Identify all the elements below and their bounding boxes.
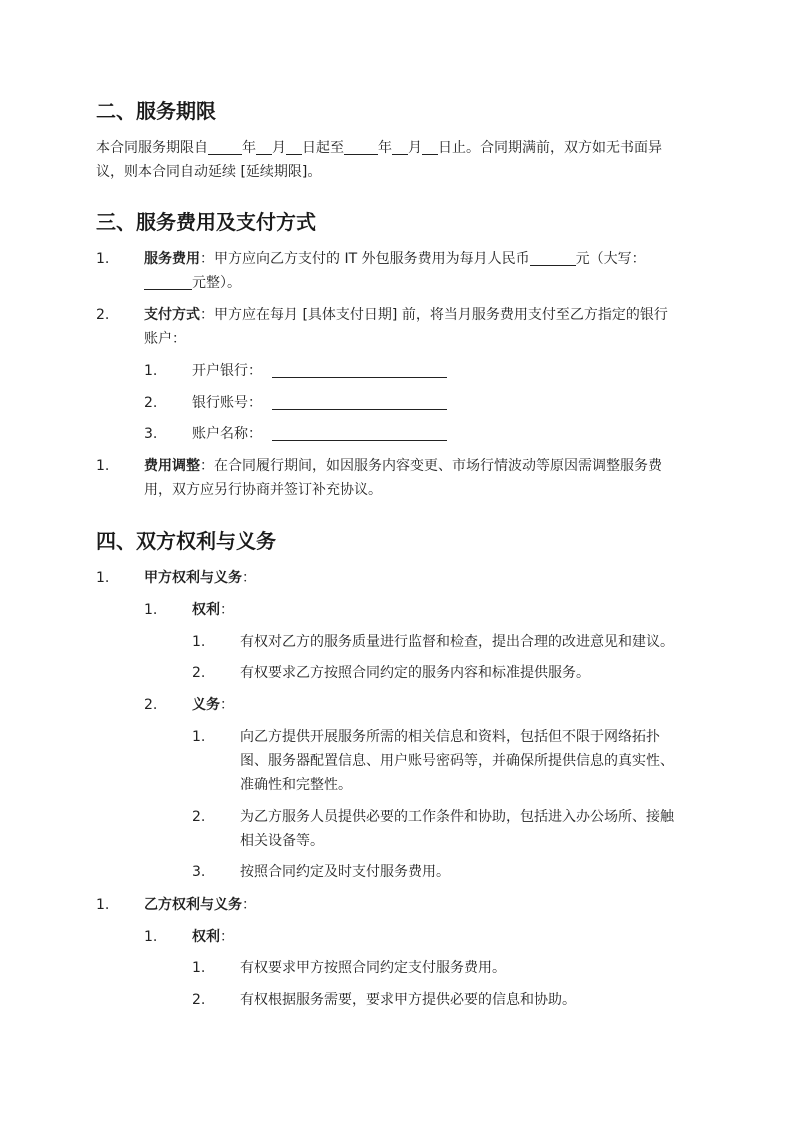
section-heading-fees-payment: 三、服务费用及支付方式 — [96, 210, 316, 234]
bank-name-fill-line — [272, 361, 447, 378]
bank-account-label: 银行账号： — [192, 395, 262, 411]
party-a-duty-1 — [240, 725, 710, 797]
party-b-rights-colon: ： — [220, 929, 234, 945]
sub-list-number: 1. — [144, 363, 158, 379]
party-a-duty-3: 按照合同约定及时支付服务费用。 — [240, 864, 450, 880]
party-a-heading — [144, 566, 256, 590]
bank-account-fill-line — [272, 393, 447, 410]
party-a-duties-heading — [192, 693, 234, 717]
party-a-duty-1-line-2: 图、服务器配置信息、用户账号密码等，并确保所提供信息的真实性、 — [240, 753, 674, 769]
party-b-colon: ： — [242, 897, 256, 913]
party-b-rights-label: 权利 — [192, 929, 220, 945]
sub-sub-list-number: 1. — [192, 729, 206, 745]
sub-sub-list-number: 2. — [192, 809, 206, 825]
start-month-blank — [256, 138, 272, 155]
end-month-blank — [392, 138, 408, 155]
fee-in-words-blank — [144, 273, 192, 290]
monthly-fee-blank — [530, 249, 576, 266]
term-text-g: 日止。合同期满前，双方如无书面异 — [438, 140, 662, 156]
party-b-right-2: 有权根据服务需要，要求甲方提供必要的信息和协助。 — [240, 992, 576, 1008]
account-name-label: 账户名称： — [192, 426, 262, 442]
service-term-paragraph — [96, 136, 706, 184]
term-text-a: 本合同服务期限自 — [96, 140, 208, 156]
section-heading-service-term: 二、服务期限 — [96, 99, 216, 123]
service-fee-text-a: ：甲方应向乙方支付的 IT 外包服务费用为每月人民币 — [200, 251, 530, 267]
service-term-line-2: 议，则本合同自动延续 [延续期限]。 — [96, 164, 322, 180]
fee-adjustment-label: 费用调整 — [144, 458, 200, 474]
service-fee-label: 服务费用 — [144, 251, 200, 267]
term-text-b: 年 — [242, 140, 256, 156]
fee-adjustment-text-a: ：在合同履行期间，如因服务内容变更、市场行情波动等原因需调整服务费 — [200, 458, 662, 474]
start-year-blank — [208, 138, 242, 155]
fee-adjustment-line-2: 用，双方应另行协商并签订补充协议。 — [144, 482, 382, 498]
bank-name-label: 开户银行： — [192, 363, 262, 379]
party-a-duty-2-line-2: 相关设备等。 — [240, 833, 324, 849]
list-number: 2. — [96, 307, 110, 323]
service-fee-line-1 — [144, 247, 704, 271]
party-a-duties-label: 义务 — [192, 697, 220, 713]
term-text-f: 月 — [408, 140, 422, 156]
party-a-duty-1-line-1: 向乙方提供开展服务所需的相关信息和资料，包括但不限于网络拓扑 — [240, 729, 660, 745]
fee-adjustment-line-1 — [144, 454, 704, 478]
party-a-rights-heading — [192, 598, 234, 622]
sub-list-number: 3. — [144, 426, 158, 442]
party-a-label: 甲方权利与义务 — [144, 570, 242, 586]
bank-name-row — [192, 359, 447, 383]
end-year-blank — [344, 138, 378, 155]
payment-method-label: 支付方式 — [144, 307, 200, 323]
end-day-blank — [422, 138, 438, 155]
sub-sub-list-number: 2. — [192, 665, 206, 681]
party-a-rights-colon: ： — [220, 602, 234, 618]
service-fee-text-b: 元（大写： — [575, 251, 646, 267]
party-b-rights-heading — [192, 925, 234, 949]
party-a-duty-2 — [240, 805, 710, 853]
service-fee-text-c: 元整）。 — [192, 275, 241, 291]
sub-list-number: 1. — [144, 929, 158, 945]
payment-method-text-a: ：甲方应在每月 [具体支付日期] 前，将当月服务费用支付至乙方指定的银行 — [200, 307, 668, 323]
party-b-right-1: 有权要求甲方按照合同约定支付服务费用。 — [240, 960, 506, 976]
account-name-row — [192, 422, 447, 446]
service-fee-item — [144, 247, 704, 295]
sub-sub-list-number: 1. — [192, 960, 206, 976]
party-b-heading — [144, 893, 256, 917]
party-a-duties-colon: ： — [220, 697, 234, 713]
list-number: 1. — [96, 897, 110, 913]
section-heading-rights-obligations: 四、双方权利与义务 — [96, 529, 276, 553]
party-a-rights-label: 权利 — [192, 602, 220, 618]
term-text-c: 月 — [272, 140, 286, 156]
payment-method-line-1 — [144, 303, 704, 327]
fee-adjustment-item — [144, 454, 704, 502]
bank-account-row — [192, 391, 447, 415]
service-fee-line-2 — [144, 271, 704, 295]
sub-list-number: 2. — [144, 697, 158, 713]
term-text-e: 年 — [378, 140, 392, 156]
list-number: 1. — [96, 251, 110, 267]
sub-sub-list-number: 2. — [192, 992, 206, 1008]
party-a-colon: ： — [242, 570, 256, 586]
party-a-right-1: 有权对乙方的服务质量进行监督和检查，提出合理的改进意见和建议。 — [240, 634, 674, 650]
payment-method-line-2: 账户： — [144, 331, 186, 347]
sub-list-number: 2. — [144, 395, 158, 411]
list-number: 1. — [96, 570, 110, 586]
account-name-fill-line — [272, 424, 447, 441]
party-a-duty-2-line-1: 为乙方服务人员提供必要的工作条件和协助，包括进入办公场所、接触 — [240, 809, 674, 825]
sub-list-number: 1. — [144, 602, 158, 618]
service-term-line-1 — [96, 136, 706, 160]
party-a-duty-1-line-3: 准确性和完整性。 — [240, 777, 352, 793]
party-b-label: 乙方权利与义务 — [144, 897, 242, 913]
term-text-d: 日起至 — [302, 140, 344, 156]
list-number: 1. — [96, 458, 110, 474]
sub-sub-list-number: 3. — [192, 864, 206, 880]
sub-sub-list-number: 1. — [192, 634, 206, 650]
party-a-right-2: 有权要求乙方按照合同约定的服务内容和标准提供服务。 — [240, 665, 590, 681]
payment-method-item — [144, 303, 704, 351]
start-day-blank — [286, 138, 302, 155]
